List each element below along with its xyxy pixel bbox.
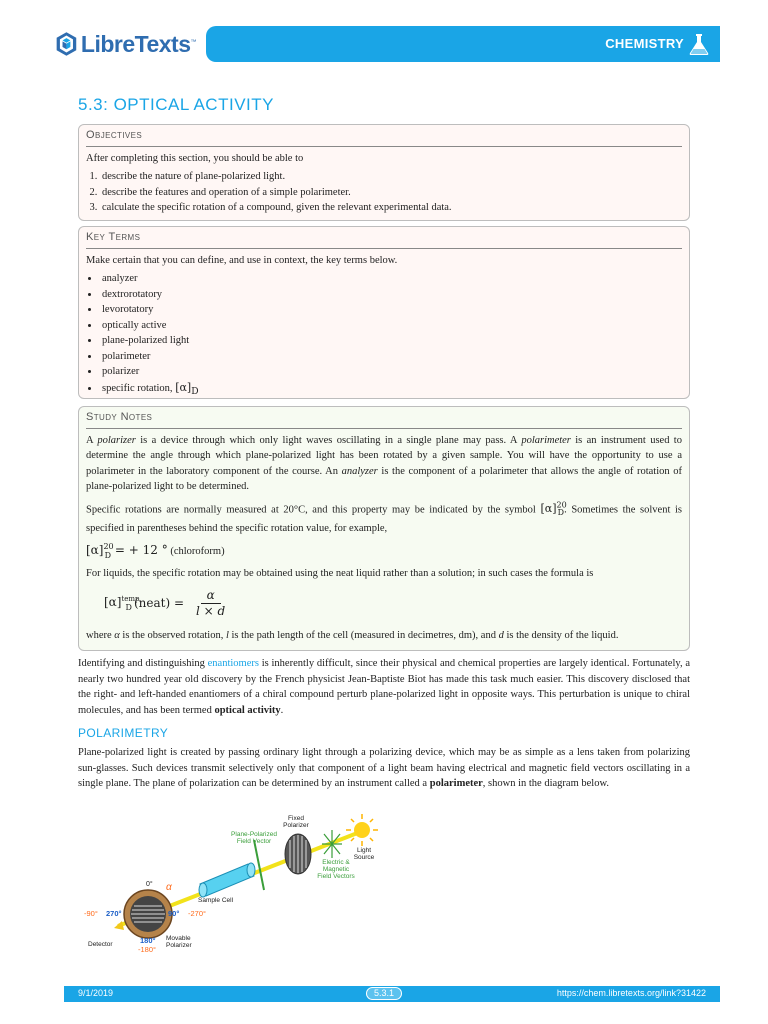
- alpha-label: α: [166, 882, 172, 893]
- study-notes-heading: Study Notes: [86, 410, 682, 429]
- study-notes-box: [78, 406, 690, 651]
- sample-cell-icon: [199, 863, 255, 897]
- polarimeter-diagram: [78, 810, 408, 958]
- libretexts-logo[interactable]: [56, 22, 196, 66]
- footer: [64, 986, 720, 1002]
- polarized-vector-icon: [254, 840, 264, 890]
- neat-liquid-formula: $[\alpha]^{temp}_D$ (neat) = $\frac{\alpha}{l \times d}$: [104, 588, 682, 620]
- key-term-item: • specific rotation, $[\alpha]_D$: [100, 380, 682, 400]
- em-vectors-label: Electric &: [322, 859, 350, 866]
- logo-text: LibreTexts™: [80, 30, 196, 57]
- deg-neg90-label: -90°: [84, 909, 98, 918]
- light-source-icon: [346, 814, 378, 846]
- study-notes-paragraph-4: where α is the observed rotation, l is the path length of the cell (measured in decimetres, dm), and d is the density of the liquid.: [86, 629, 619, 641]
- polarimetry-heading: POLARIMETRY: [78, 726, 169, 740]
- specific-rotation-symbol: $[\alpha]^{20}_D$: [540, 500, 567, 518]
- specific-rotation-example: $[\alpha]^{20}_D$ = + 12 ° (chloroform): [86, 542, 225, 560]
- detector-label: Detector: [88, 941, 113, 948]
- fixed-polarizer-icon: [285, 834, 311, 874]
- fixed-polarizer-label: Fixed: [288, 815, 304, 822]
- subject-label[interactable]: CHEMISTRY: [605, 36, 684, 51]
- study-notes-paragraph-1: A polarizer is a device through which only light waves oscillating in a single plane may pass. A polarimeter is an instrument used to determine the angle through which plane-polarized light has been rotated by a given sample. You will have the opportunity to use a polarimeter in the laboratory component of the course. An analyzer is the component of a polarimeter that allows the angle of rotation of plane-polarized light to be determined.: [86, 434, 682, 492]
- subject-banner: [206, 26, 720, 62]
- libretexts-hexagon-icon: [56, 25, 77, 63]
- footer-date: 9/1/2019: [78, 988, 114, 998]
- objective-item: 3. calculate the specific rotation of a compound, given the relevant experimental data.: [100, 200, 682, 216]
- deg-neg180-label: -180°: [138, 945, 157, 954]
- objectives-box: [78, 124, 690, 221]
- movable-polarizer-icon: [124, 890, 172, 938]
- formula-fraction: $\frac{\alpha}{l \times d}$: [196, 587, 226, 619]
- study-notes-paragraph-2: Specific rotations are normally measured at 20°C, and this property may be indicated by the symbol $[\alpha]^{20}_D$. Sometimes the solvent is specified in parentheses behind the specific rotation value, for example,: [86, 500, 683, 534]
- objectives-heading: Objectives: [86, 128, 682, 147]
- key-term-item: • polarizer: [100, 364, 682, 380]
- page-number-badge: 5.3.1: [366, 987, 402, 1000]
- objective-item: 1. describe the nature of plane-polarized light.: [100, 169, 682, 185]
- deg-0-label: 0°: [146, 881, 153, 888]
- plane-polarized-label: Plane-Polarized: [231, 831, 277, 838]
- deg-270-label: 270°: [106, 909, 122, 918]
- specific-rotation-symbol: $[\alpha]_D$: [175, 380, 199, 397]
- svg-text:Plane-PolarizedField Vector: Plane-Polarized Field Vector: [231, 831, 277, 845]
- deg-neg270-label: -270°: [188, 909, 207, 918]
- flask-icon: [688, 32, 710, 56]
- svg-text:MovablePolarizer: Movable Polarizer: [166, 935, 192, 949]
- key-term-item: • levorotatory: [100, 302, 682, 318]
- objectives-intro: After completing this section, you should be able to: [86, 152, 304, 164]
- sample-cell-label: Sample Cell: [198, 897, 234, 904]
- key-term-item: • polarimeter: [100, 349, 682, 365]
- study-notes-paragraph-3: For liquids, the specific rotation may be obtained using the neat liquid rather than a solution; in such cases the formula is: [86, 568, 594, 580]
- key-term-item: • dextrorotatory: [100, 287, 682, 303]
- svg-text:Electric &MagneticField Vector: Electric & Magnetic Field Vectors: [317, 859, 355, 880]
- key-terms-intro: Make certain that you can define, and use in context, the key terms below.: [86, 254, 398, 266]
- svg-text:LightSource: Light Source: [353, 847, 375, 861]
- footer-permalink[interactable]: https://chem.libretexts.org/link?31422: [556, 988, 706, 998]
- key-terms-heading: Key Terms: [86, 230, 682, 249]
- movable-polarizer-label: Movable: [166, 935, 191, 942]
- objectives-list: [100, 169, 682, 216]
- key-terms-list: [100, 271, 682, 399]
- header: [0, 0, 768, 88]
- key-term-item: • optically active: [100, 318, 682, 334]
- field-vectors-icon: [322, 830, 342, 858]
- key-term-item: • plane-polarized light: [100, 333, 682, 349]
- svg-text:FixedPolarizer: Fixed Polarizer: [283, 815, 309, 829]
- enantiomers-link[interactable]: enantiomers: [207, 658, 259, 669]
- polarimetry-paragraph: Plane-polarized light is created by passing ordinary light through a polarizing device, which may be as simple as a lens taken from polarizing sun-glasses. Such devices transmit selectively only that component of a light beam having electrical and magnetic field vectors oscillating in a single plane. The plane of polarization can be determined by an instrument called a polarimeter, shown in the diagram below.: [78, 747, 690, 789]
- objective-item: 2. describe the features and operation of a simple polarimeter.: [100, 185, 682, 201]
- key-term-item: • analyzer: [100, 271, 682, 287]
- page-title: 5.3: OPTICAL ACTIVITY: [78, 95, 274, 114]
- light-source-label: Light: [356, 847, 372, 854]
- key-terms-box: [78, 226, 690, 399]
- deg-180-label: 180°: [140, 936, 156, 945]
- intro-paragraph: Identifying and distinguishing enantiomers is inherently difficult, since their physical and chemical properties are largely identical. Fortunately, a nearly two hundred year old discovery by the French physicist Jean-Baptiste Biot has made this task much easier. This discovery disclosed that the right- and left-handed enantiomers of a chiral compound perturb plane-polarized light in opposite ways. This perturbation is unique to chiral molecules, and has been termed optical activity.: [78, 658, 690, 716]
- deg-90-label: 90°: [168, 909, 180, 918]
